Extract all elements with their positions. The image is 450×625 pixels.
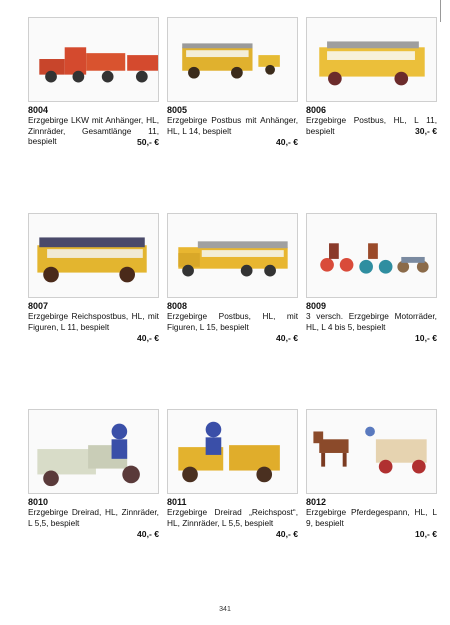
lot-photo[interactable] [167,409,298,494]
lot-description: Erzgebirge LKW mit Anhänger, HL, Zinnräder, Gesamtlänge 11, bespielt [28,115,159,146]
lot-price: 40,- € [137,333,159,343]
page-number: 341 [219,606,231,613]
lot-price: 10,- € [415,333,437,343]
long-postbus-image [168,214,297,297]
lot-price: 40,- € [276,529,298,539]
lot-number: 8006 [306,105,327,115]
lot-number: 8008 [167,301,188,311]
lot-photo[interactable] [167,213,298,298]
lot-price: 40,- € [137,529,159,539]
lot-photo[interactable] [28,409,159,494]
grey-tricycle-image [29,410,158,493]
lot-number: 8010 [28,497,49,507]
lot-photo[interactable] [306,213,437,298]
yellow-bus-trailer-image [168,18,297,101]
motorcycles-image [307,214,436,297]
reichspost-bus-image [29,214,158,297]
lot-description: Erzgebirge Postbus mit Anhänger, HL, L 14, bespielt [167,115,298,136]
yellow-tricycle-image [168,410,297,493]
red-truck-image [29,18,158,101]
lot-photo[interactable] [28,213,159,298]
lot-number: 8007 [28,301,49,311]
lot-photo[interactable] [167,17,298,102]
lot-number: 8011 [167,497,187,507]
lot-price: 50,- € [137,137,159,147]
lot-description: Erzgebirge Pferdegespann, HL, L 9, bespielt [306,507,437,528]
lot-description: Erzgebirge Postbus, HL, mit Figuren, L 15, bespielt [167,311,298,332]
lot-photo[interactable] [28,17,159,102]
lot-number: 8005 [167,105,188,115]
lot-photo[interactable] [306,409,437,494]
lot-price: 40,- € [276,137,298,147]
page-edge-line [440,0,441,22]
lot-price: 30,- € [415,126,437,136]
lot-photo[interactable] [306,17,437,102]
horse-cart-image [307,410,436,493]
lot-description: Erzgebirge Postbus, HL, L 11, bespielt [306,115,437,136]
yellow-postbus-image [307,18,436,101]
lot-description: 3 versch. Erzgebirge Motorräder, HL, L 4 bis 5, bespielt [306,311,437,332]
lot-description: Erzgebirge Reichspostbus, HL, mit Figuren, L 11, bespielt [28,311,159,332]
lot-price: 40,- € [276,333,298,343]
lot-number: 8012 [306,497,327,507]
lot-description: Erzgebirge Dreirad, HL, Zinnräder, L 5,5, bespielt [28,507,159,528]
lot-price: 10,- € [415,529,437,539]
lot-description: Erzgebirge Dreirad „Reichspost“, HL, Zinnräder, L 5,5, bespielt [167,507,298,528]
lot-number: 8009 [306,301,327,311]
lot-number: 8004 [28,105,49,115]
